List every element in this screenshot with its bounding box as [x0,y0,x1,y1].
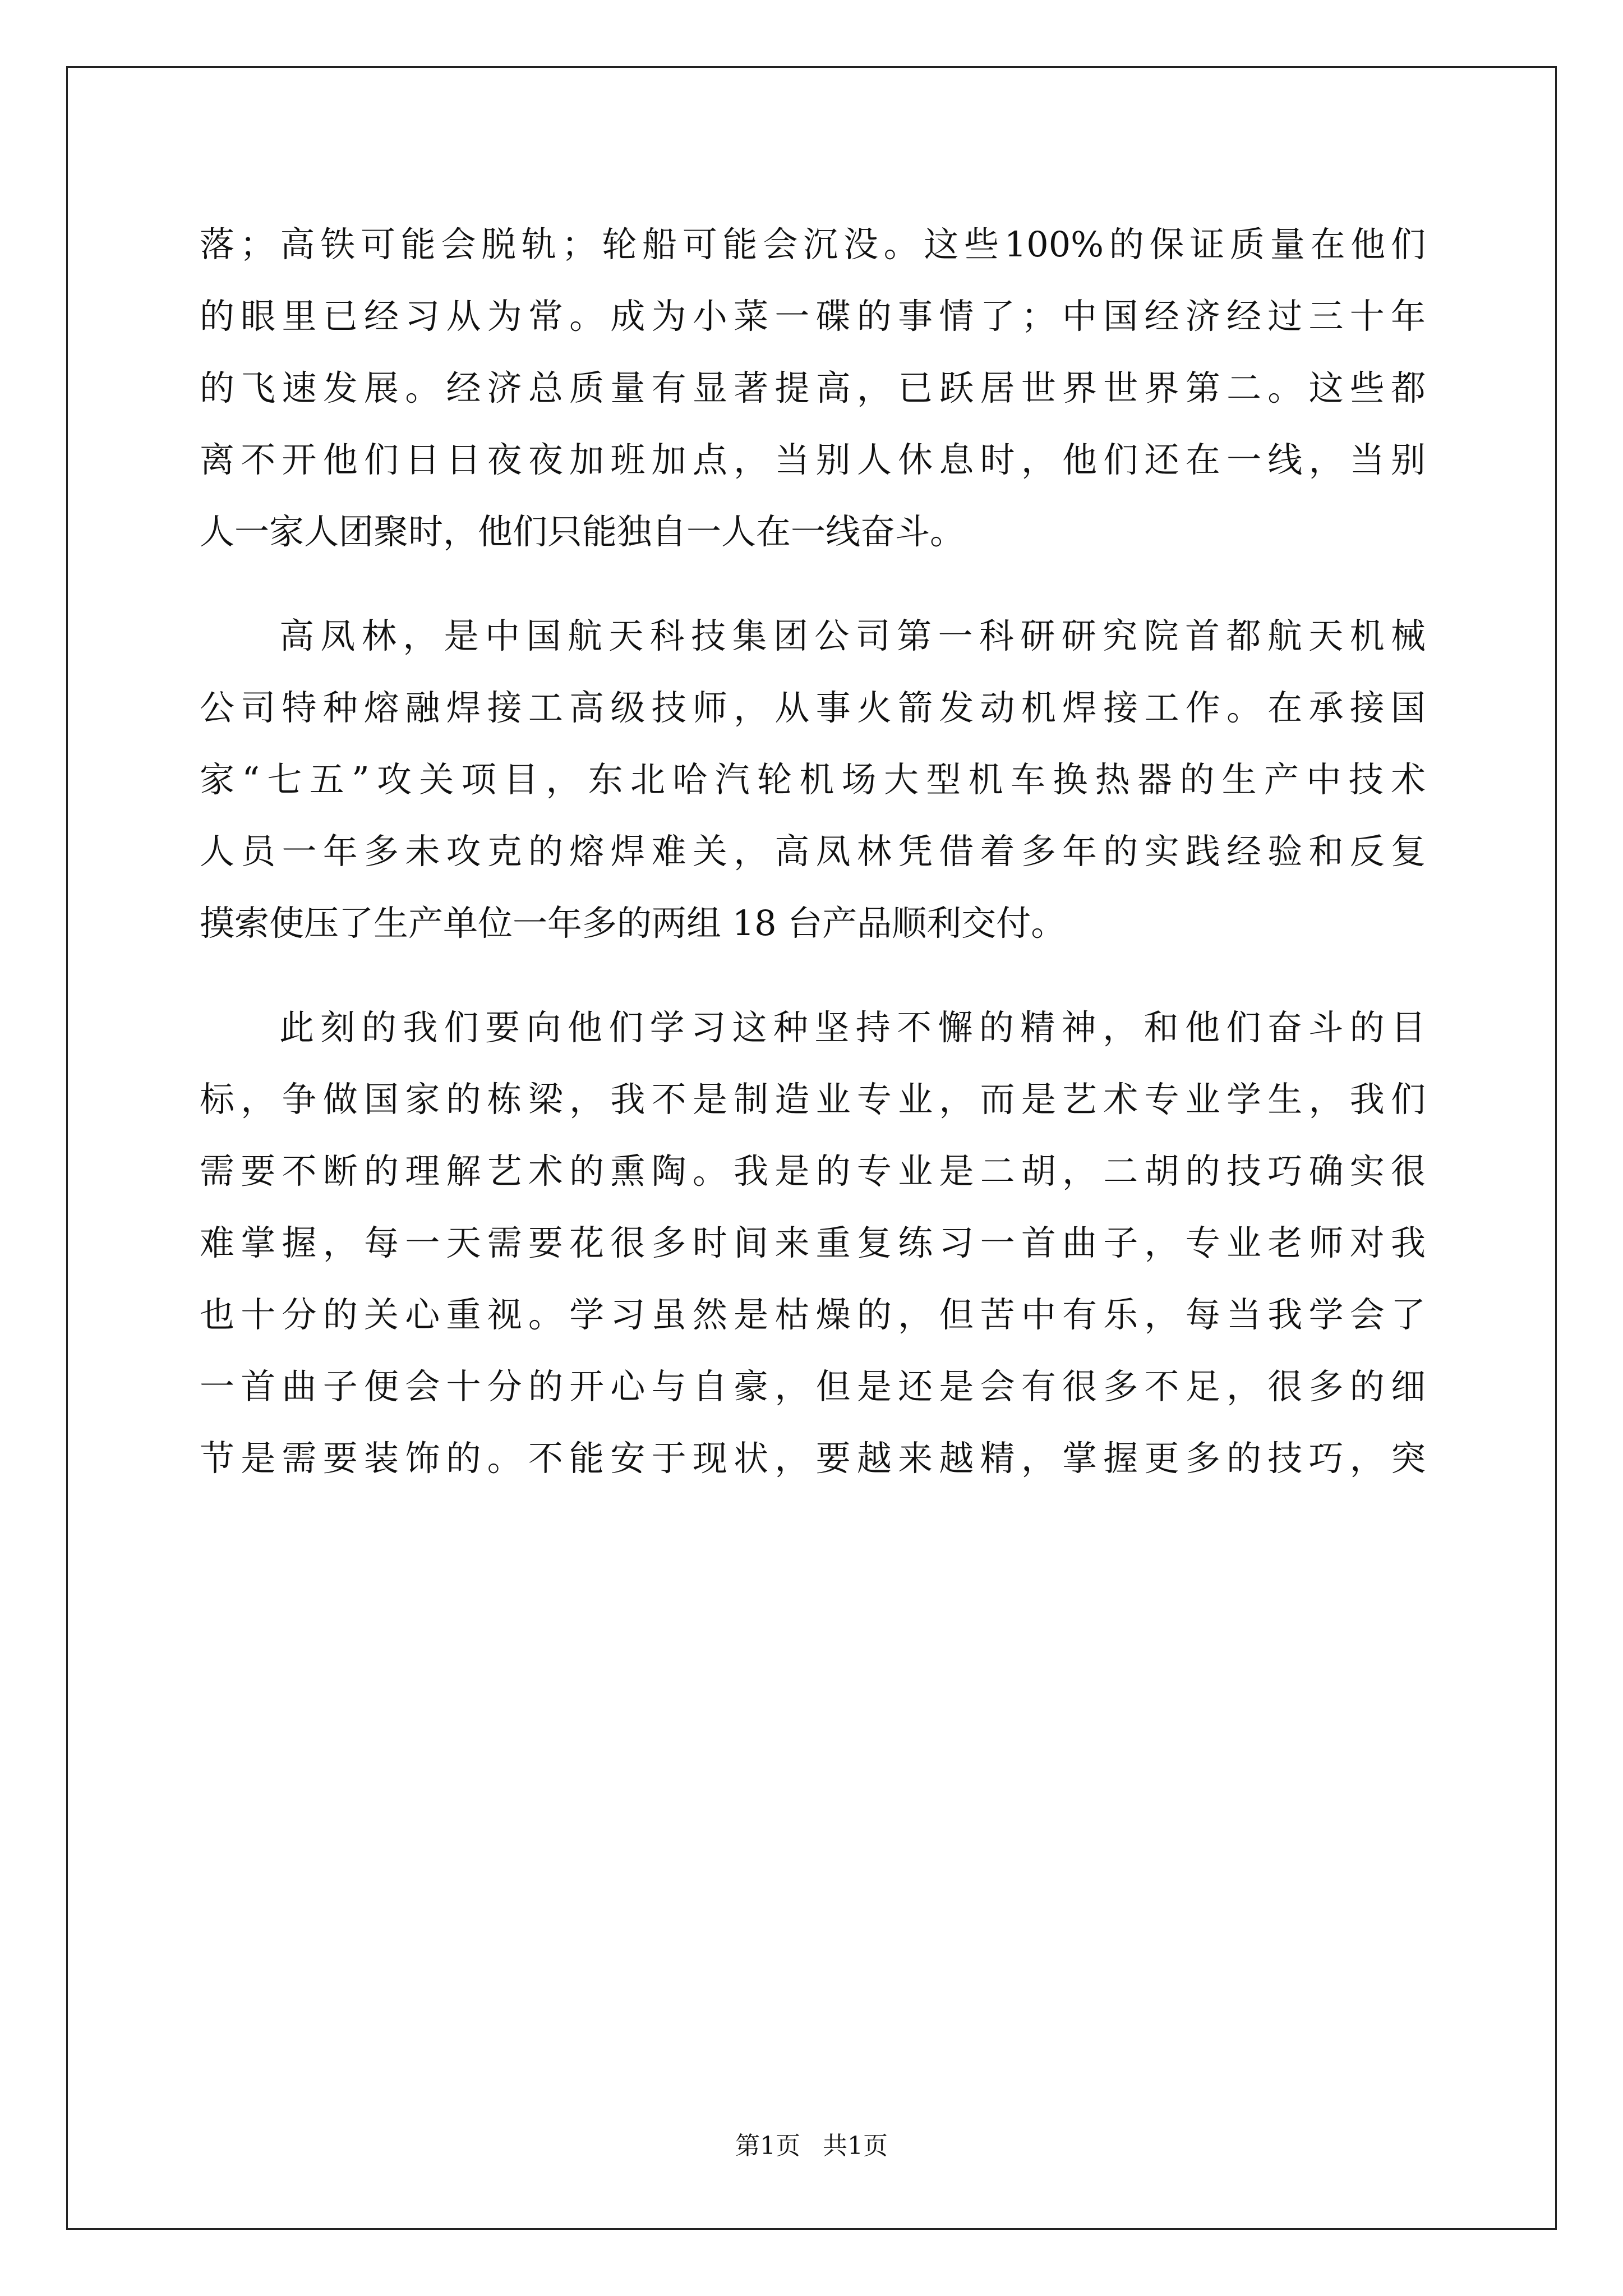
text-line: 家“七五”攻关项目，东北哈汽轮机场大型机车换热器的生产中技术 [200,759,1426,800]
text-line: 也十分的关心重视。学习虽然是枯燥的，但苦中有乐，每当我学会了 [200,1294,1426,1335]
paragraph-1 [200,209,1426,568]
text-line: 公司特种熔融焊接工高级技师，从事火箭发动机焊接工作。在承接国 [200,687,1426,728]
text-line: 人员一年多未攻克的熔焊难关，高凤林凭借着多年的实践经验和反复 [200,831,1426,872]
text-line: 的眼里已经习从为常。成为小菜一碟的事情了；中国经济经过三十年 [200,296,1426,337]
text-line: 的飞速发展。经济总质量有显著提高，已跃居世界世界第二。这些都 [200,367,1426,408]
paragraph-spacing [200,568,1426,600]
text-line: 高凤林，是中国航天科技集团公司第一科研研究院首都航天机械 [279,615,1426,656]
text-line: 落；高铁可能会脱轨；轮船可能会沉没。这些100%的保证质量在他们 [200,224,1426,265]
text-line: 难掌握，每一天需要花很多时间来重复练习一首曲子，专业老师对我 [200,1222,1426,1263]
text-line: 离不开他们日日夜夜加班加点，当别人休息时，他们还在一线，当别 [200,439,1426,480]
text-line: 标，争做国家的栋梁，我不是制造业专业，而是艺术专业学生，我们 [200,1079,1426,1120]
document-body [200,209,1426,1494]
text-line: 需要不断的理解艺术的熏陶。我是的专业是二胡，二胡的技巧确实很 [200,1151,1426,1191]
page-total: 共1页 [823,2132,888,2160]
paragraph-spacing [200,959,1426,992]
text-line: 摸索使压了生产单位一年多的两组 18 台产品顺利交付。 [200,903,1066,944]
text-line: 人一家人团聚时，他们只能独自一人在一线奋斗。 [200,511,965,552]
page-number: 第1页 [735,2132,800,2160]
text-line: 一首曲子便会十分的开心与自豪，但是还是会有很多不足，很多的细 [200,1366,1426,1407]
text-line: 节是需要装饰的。不能安于现状，要越来越精，掌握更多的技巧，突 [200,1438,1426,1479]
paragraph-2 [200,600,1426,959]
page-footer [0,2129,1623,2163]
paragraph-3 [200,992,1426,1494]
text-line: 此刻的我们要向他们学习这种坚持不懈的精神，和他们奋斗的目 [279,1007,1426,1048]
